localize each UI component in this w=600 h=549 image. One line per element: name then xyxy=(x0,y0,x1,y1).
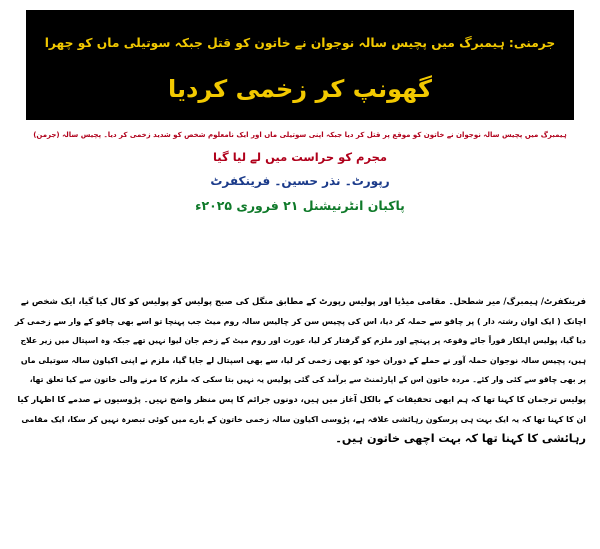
summary-line-2: مجرم کو حراست میں لے لیا گیا xyxy=(212,150,388,164)
body-line: رہائشی کا کہنا تھا کہ بہت اچھی خاتون ہیں۔ xyxy=(335,432,586,446)
summary-line-1: ہیمبرگ میں پچیس سالہ نوجوان نے خاتون کو موقع پر قتل کر دیا جبکہ اپنی سوتیلی ماں اور ایک نامعلوم شخص کو شدید زخمی کر دیا۔ پچیس سالہ (جرمن) xyxy=(33,131,567,139)
body-line: پر بھی چاقو سے کئی وار کئے۔ مردہ خاتون اس کے اپارٹمنٹ سے برآمد کی گئی پولیس یہ نہیں بتا سکی کہ ملزم کا مرنے والی خاتون سے کیا تعلق تھا، xyxy=(29,375,586,385)
body-line: ان کا کہنا تھا کہ یہ ایک بہت ہی پرسکون رہائشی علاقہ ہے، پڑوسی اکیاون سالہ زخمی خاتون کے بارے میں کوئی تبصرہ نہیں کر سکا، ایک مقامی xyxy=(21,414,586,424)
body-line: دیا گیا، پولیس اہلکار فوراً جائے وقوعہ پر پہنچے اور ملزم کو گرفتار کر لیا، عورت اور روم میٹ کے زخم جان لیوا نہیں تھے جبکہ وہ اسپتال میں زیر علاج xyxy=(20,336,586,346)
body-line: ہیں، پچیس سالہ نوجوان حملہ آور نے حملے کے دوران خود کو بھی زخمی کر لیا، سے بھی اسپتال لے جایا گیا، ملزم نے اپنی اکیاون سالہ سوتیلی ماں xyxy=(20,355,586,365)
article-body xyxy=(14,292,586,449)
headline-line-1: جرمنی: ہیمبرگ میں پچیس سالہ نوجوان نے خاتون کو قتل جبکہ سوتیلی ماں کو چھرا xyxy=(44,36,556,50)
headline-line-2: گھونپ کر زخمی کردیا xyxy=(168,75,432,103)
article-summary xyxy=(24,124,576,168)
reporter-byline: رپورٹ۔ نذر حسین۔ فرینکفرٹ xyxy=(210,174,390,188)
publication-dateline: پاکبان انٹرنیشنل ۲۱ فروری ۲۰۲۵ء xyxy=(195,198,405,213)
headline-banner xyxy=(26,10,574,120)
body-line: پولیس ترجمان کا کہنا تھا کہ ہم ابھی تحقیقات کے بالکل آغاز میں ہیں، دونوں جرائم کا پس منظر واضح نہیں۔ پڑوسیوں نے صدمے کا اظہار کیا xyxy=(17,393,586,404)
body-line: اچانک ( ایک اوان رشتہ دار ) پر چاقو سے حملہ کر دیا، اس کی پچیس سن کر چالیس سالہ روم میٹ جب پہنچا تو اسے بھی چاقو کے وار سے زخمی کر xyxy=(14,316,586,326)
body-line: فرینکفرٹ/ ہیمبرگ/ میر شطحل۔ مقامی میڈیا اور پولیس رپورٹ کے مطابق منگل کی صبح پولیس کو پولیس کو کال کیا گیا، ایک شخص نے xyxy=(20,296,586,306)
